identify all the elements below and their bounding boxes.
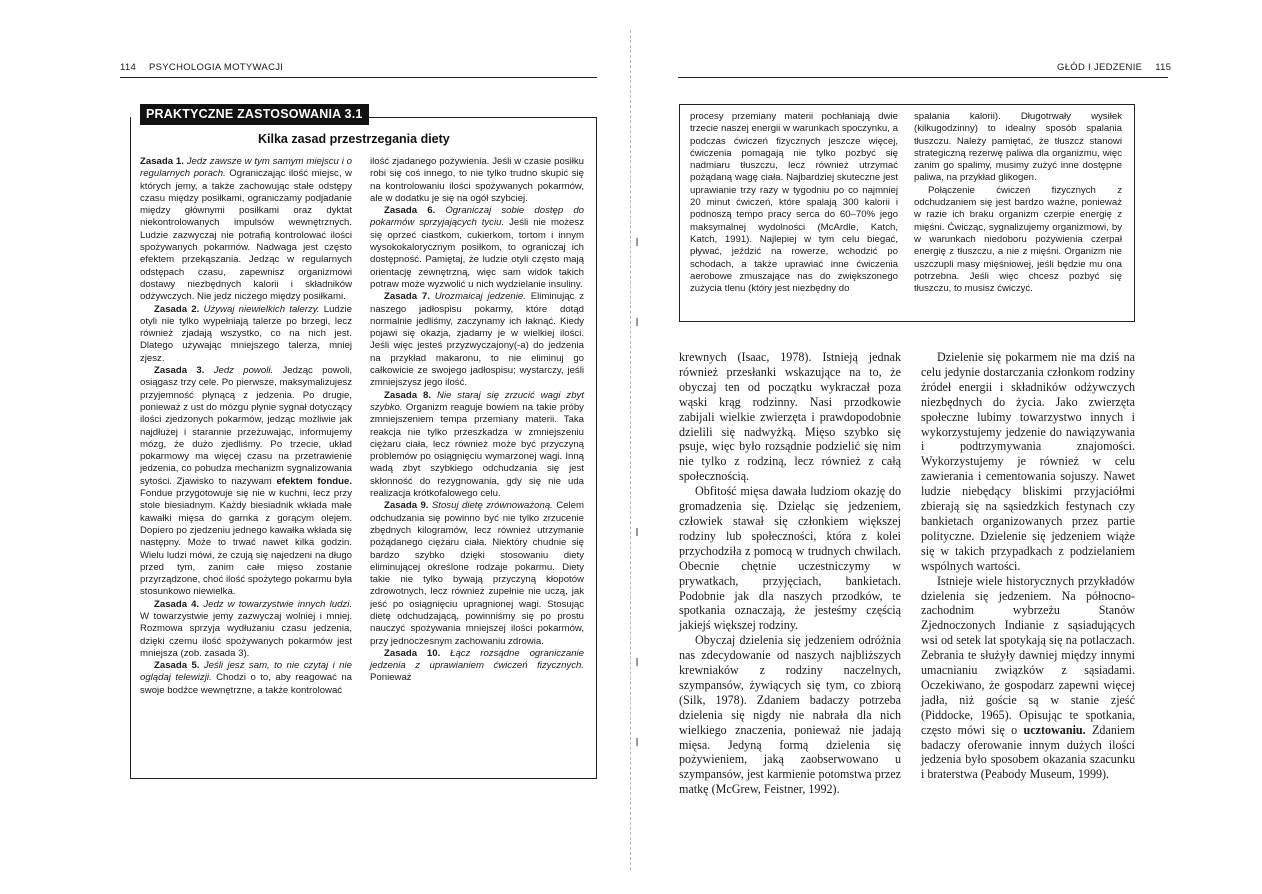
box-column-1 (690, 111, 898, 295)
body-paragraph: Obfitość mięsa dawała ludziom okazję do gromadzenia się. Dzieląc się jedzeniem, człowiek stawał się członkiem większej rodziny lub społeczności, która z kolei przychodziła z pomocą w trudnych chwilach. Obecnie chętnie uczestniczymy w prywatkach, przyjęciach, bankietach. Podobnie jak dla naszych przodków, te spotkania oznaczają, że jesteśmy częścią jakiejś większej rodziny. (679, 484, 901, 633)
page-number: 114 (120, 62, 137, 73)
box-paragraph: spalania kalorii). Długotrwały wysiłek (kilkugodzinny) to idealny sposób spalania tłuszczu. Należy pamiętać, że tłuszcz stanowi strategiczną rezerwę paliwa dla organizmu, więc zanim go spalimy, musimy zużyć inne dostępne paliwa, na przykład glikogen. (914, 111, 1122, 184)
rule-paragraph: Zasada 9. Stosuj dietę zrównoważoną. Celem odchudzania się powinno być nie tylko zrzucenie zbędnych kilogramów, lecz również utrzymanie pożądanego ciężaru ciała. Niektóry chudnie się bardzo szybko dzięki stosowaniu diety eliminującej określone rodzaje pokarmu. Diety takie nie tylko bywają przyczyną kłopotów zdrowotnych, lecz również zupełnie nie uczą, jak jeść po osiągnięciu upragnionej wagi. Stosując dietę odchudzającą, powinniśmy się po prostu nauczyć spożywania mniejszej ilości pokarmów, przy jednoczesnym zachowaniu zdrowia. (370, 500, 585, 647)
rule-paragraph: Zasada 10. Łącz rozsądne ograniczanie jedzenia z uprawianiem ćwiczeń fizycznych. Ponieważ (370, 647, 584, 684)
box-column-2 (914, 111, 1122, 295)
rule-paragraph: ilość zjadanego pożywienia. Jeśli w czasie posiłku robi się coś innego, to nie tylko trudno skupić się na kontrolowaniu ilości spożywanych pokarmów, ale w dodatku je się na ogół szybciej. (370, 156, 584, 204)
running-title: PSYCHOLOGIA MOTYWACJI (149, 62, 284, 73)
box-tag: PRAKTYCZNE ZASTOSOWANIA 3.1 (140, 104, 369, 125)
body-paragraph: Istnieje wiele historycznych przykładów dzielenia się jedzeniem. Na północno-zachodnim wybrzeżu Stanów Zjednoczonych Indianie z sąsiadujących wsi od setek lat spotykają się na potlaczach. Zebrania te służyły dawniej między innymi umacnianiu związków z sąsiadami. Oczekiwano, że gospodarz zapewni więcej jadła, niż goście są w stanie zjeść (Piddocke, 1965). Opisując te spotkania, często mówi się o ucztowaniu. Zdaniem badaczy oferowanie innym dużych ilości jedzenia było sposobem okazania szacunku i braterstwa (Peabody Museum, 1999). (921, 573, 1135, 782)
box-title: Kilka zasad przestrzegania diety (258, 132, 450, 146)
body-paragraph: krewnych (Isaac, 1978). Istnieją jednak również przesłanki wskazujące na to, że obyczaj ten od początku wykraczał poza wąski krąg rodzinny. Nasi przodkowie zabijali wielkie zwierzęta i prawdopodobnie dzielili się nadwyżką. Mięso szybko się psuje, więc było rozsądnie podzielić się nim nie tylko z rodziną, lecz również z całą społecznością. (679, 350, 901, 484)
rule-paragraph: Zasada 1. Jedz zawsze w tym samym miejscu i o regularnych porach. Ograniczając ilość miejsc, w których jemy, a także zachowując stałe odstępy czasu między posiłkami, ograniczamy podjadanie między głównymi posiłkami oraz dyktat niekontrolowanych impulsów wewnętrznych. Ludzie zazwyczaj nie potrafią kontrolować ilości spożywanych pokarmów. Nadwaga jest często efektem przekąszania. Jedząc w regularnych odstępach czasu, zapewnisz organizmowi dostawy niezbędnych kalorii i składników odżywczych. Nie jedz niczego między posiłkami. (140, 156, 352, 303)
body-paragraph: Obyczaj dzielenia się jedzeniem odróżnia nas zdecydowanie od naszych najbliższych krewniaków z rodziny naczelnych, szympansów, żywiących się tym, co zbiorą (Silk, 1978). Zdaniem badaczy potrzeba dzielenia się nigdy nie nabrała dla nich wielkiego znaczenia, ponieważ nie jadają mięsa. Jedyną formą dzielenia się pożywieniem, jaką zaobserwowano u szympansów, jest karmienie potomstwa przez matkę (McGrew, Feistner, 1992). (679, 633, 901, 797)
rule-paragraph: Zasada 4. Jedz w towarzystwie innych ludzi. W towarzystwie jemy zazwyczaj wolniej i mniej. Rozmowa sprzyja wydłużaniu czasu jedzenia, dzięki czemu ilość spożywanych pokarmów jest mniejsza (zob. zasada 3). (140, 598, 352, 659)
running-title: GŁÓD I JEDZENIE (1057, 62, 1143, 73)
right-running-head (1057, 62, 1171, 73)
box-paragraph: procesy przemiany materii pochłaniają dwie trzecie naszej energii w warunkach spoczynku, a podczas ćwiczeń fizycznych jeszcze więcej, ćwiczenia pomagają nie tylko pozbyć się nadmiaru tłuszczu, lecz również utrzymać pożądaną wagę ciała. Najbardziej skuteczne jest uprawianie trzy razy w tygodniu po co najmniej 20 minut ćwiczeń, które spalają 300 kalorii i podnoszą tempo pracy serca do 60–70% jego maksymalnej wydolności (McArdle, Katch, Katch, 1991). Najlepiej w tym celu biegać, pływać, jeździć na rowerze, wchodzić po schodach, a także uprawiać inne ćwiczenia aerobowe zmuszające nas do zwiększonego zużycia tlenu (który jest niezbędny do (690, 111, 898, 295)
rule-paragraph: Zasada 7. Urozmaicaj jedzenie. Eliminując z naszego jadłospisu pokarmy, które dotąd normalnie jedliśmy, zaczynamy ich łaknąć. Kiedy pojawi się okazja, zjadamy je w wielkiej ilości. Jeśli więc jesteś przyzwyczajony(-a) do jedzenia na przykład makaronu, to nie eliminuj go całkowicie ze swojego jadłospisu; wystarczy, jeśli zmniejszysz jego ilość. (370, 291, 585, 389)
box-column-1 (140, 156, 352, 697)
box-paragraph: Połączenie ćwiczeń fizycznych z odchudzaniem się jest bardzo ważne, ponieważ w razie ich braku organizm czerpie energię z mięśni. Ćwicząc, sygnalizujemy organizmowi, by w warunkach niedoboru pożywienia czerpał energię z tłuszczu, a nie z mięśni. Organizm nie uszczupli masy mięśniowej, jeśli będzie mu ona potrzebna. Jeśli więc chcesz pozbyć się tłuszczu, to musisz ćwiczyć. (914, 184, 1122, 295)
left-running-head (120, 62, 283, 73)
body-column-2 (921, 350, 1135, 782)
rule-paragraph: Zasada 8. Nie staraj się zrzucić wagi zbyt szybko. Organizm reaguje bowiem na takie próby zmniejszeniem tempa przemiany materii. Taka reakcja nie tylko przeszkadza w zmniejszeniu ciężaru ciała, lecz również może być przyczyną problemów po osiągnięciu wymarzonej wagi. Inną wadą zbyt szybkiego odchudzania się jest skłonność do rezygnowania, gdy się nie uda realizacja krótkofalowego celu. (370, 389, 584, 500)
continued-box (679, 104, 1135, 322)
header-rule (678, 77, 1168, 78)
page-number: 115 (1155, 62, 1172, 73)
left-page (0, 0, 630, 894)
rule-paragraph: Zasada 2. Używaj niewielkich talerzy. Ludzie otyli nie tylko wypełniają talerze po brzegi, lecz również zjadają wszystko, co na nich jest. Dlatego używając mniejszego talerza, mniej zjesz. (140, 303, 353, 364)
rule-paragraph: Zasada 6. Ograniczaj sobie dostęp do pokarmów sprzyjających tyciu. Jeśli nie możesz się oprzeć ciastkom, cukierkom, tortom i innym wysokokalorycznym posiłkom, to ograniczaj ich dostępność. Pamiętaj, że ludzie otyli często mają orientację zewnętrzną, więc sam widok takich potraw może wyzwolić u nich wydzielanie insuliny. (370, 205, 585, 290)
box-column-2 (370, 156, 584, 685)
header-rule (120, 77, 597, 78)
rule-paragraph: Zasada 3. Jedz powoli. Jedząc powoli, osiągasz trzy cele. Po pierwsze, maksymalizujesz przyjemność płynącą z jedzenia. Po drugie, ponieważ z ust do mózgu płynie sygnał dotyczący ilości zjedzonych pokarmów, jedząc możliwie jak najdłużej i starannie przeżuwając, informujemy mózg, że dużo zjedliśmy. Po trzecie, układ pokarmowy ma więcej czasu na przetrawienie jedzenia, co pobudza mechanizm sygnalizowania sytości. Zjawisko to nazywam efektem fondue. Fondue przygotowuje się nie w kuchni, lecz przy stole biesiadnym. Każdy biesiadnik wkłada małe kawałki mięsa do garnka z gorącym olejem. Dopiero po zjedzeniu jednego kawałka wkłada się następny. Może to trwać nawet kilka godzin. Wielu ludzi mówi, że czują się najedzeni na długo przed tym, zanim całe mięso zostanie przyrządzone, choć ilość spożytego pokarmu była stosunkowo niewielka. (140, 365, 353, 598)
body-column-1 (679, 350, 901, 797)
body-paragraph: Dzielenie się pokarmem nie ma dziś na celu jedynie dostarczania członkom rodziny źródeł energii i składników odżywczych niezbędnych do życia. Jako zwierzęta społeczne lubimy towarzystwo innych i wykorzystujemy jedzenie do nawiązywania i podtrzymywania znajomości. Wykorzystujemy je również w celu zawierania i cementowania sojuszy. Nawet ludzie niebędący bliskimi przyjaciółmi zbierają się na sąsiedzkich festynach czy bankietach organizowanych przez partie polityczne. Dzielenie się jedzeniem wiąże się w takich przypadkach z podzielaniem wspólnych wartości. (921, 350, 1135, 573)
rule-paragraph: Zasada 5. Jeśli jesz sam, to nie czytaj i nie oglądaj telewizji. Chodzi o to, aby reagować na swoje bodźce wewnętrzne, a także kontrolować (140, 660, 353, 696)
